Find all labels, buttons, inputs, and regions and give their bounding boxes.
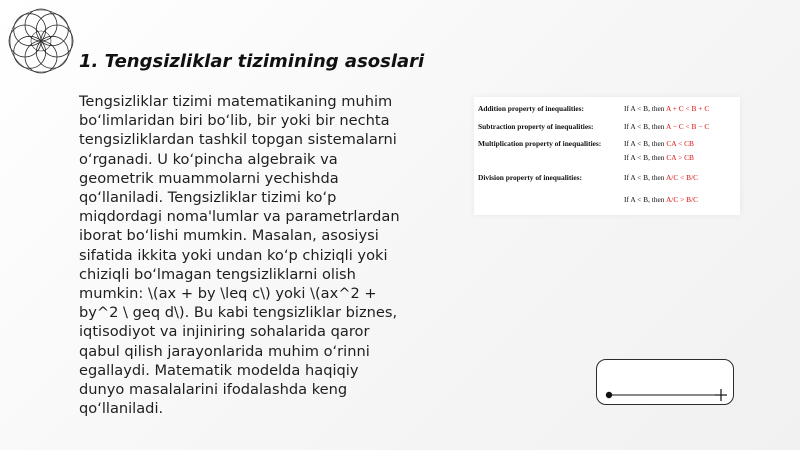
filled-dot-icon[interactable] [606,392,612,398]
table-row [478,102,736,116]
row-formula [624,139,694,148]
number-line-widget[interactable] [596,359,734,405]
number-line-graphic [597,360,733,404]
table-row [478,151,736,165]
row-formula [624,104,709,113]
inequality-properties-table [474,97,740,215]
formula-condition: If A < B, then [624,195,666,204]
row-label: Addition property of inequalities: [478,104,585,113]
formula-result: A − C < B − C [665,122,710,131]
formula-result: A + C < B + C [665,104,710,113]
row-formula [624,153,694,162]
row-label: Multiplication property of inequalities: [478,139,602,148]
formula-result: CA < CB [666,139,694,148]
formula-result: A/C > B/C [665,195,699,204]
row-formula [624,195,698,204]
formula-result: A/C < B/C [665,173,699,182]
formula-condition: If A < B, then [624,122,666,131]
row-formula [624,173,698,182]
spirograph-logo-icon [3,3,79,79]
formula-condition: If A < B, then [624,173,666,182]
formula-condition: If A < B, then [624,104,666,113]
formula-condition: If A < B, then [624,153,667,162]
formula-result: CA > CB [666,153,694,162]
row-formula [624,122,709,131]
row-label: Division property of inequalities: [478,173,582,182]
row-label: Subtraction property of inequalities: [478,122,594,131]
table-row [478,193,736,207]
body-paragraph: Tengsizliklar tizimi matematikaning muhim bo‘limlaridan biri bo‘lib, bir yoki bir nechta tengsizliklardan tashkil topgan sistemalarni o‘rganadi. U ko‘pincha algebraik va geometrik muammolarni yechishda qo‘llaniladi. Tengsizliklar tizimi ko‘p miqdordagi noma'lumlar va parametrlardan iborat bo‘lishi mumkin. Masalan, asosiysi sifatida ikkita yoki undan ko‘p chiziqli yoki chiziqli bo‘lmagan tengsizliklarni olish mumkin: \(ax + by \leq c\) yoki \(ax^2 + by^2 \ geq d\). Bu kabi tengsizliklar biznes, iqtisodiyot va injiniring sohalarida qaror qabul qilish jarayonlarida muhim o‘rinni egallaydi. Matematik modelda haqiqiy dunyo masalalarini ifodalashda keng qo‘llaniladi. [79,93,400,418]
table-row [478,120,736,134]
table-row [478,137,736,151]
table-row [478,171,736,185]
slide-title: 1. Tengsizliklar tizimining asoslari [79,51,425,72]
formula-condition: If A < B, then [624,139,667,148]
